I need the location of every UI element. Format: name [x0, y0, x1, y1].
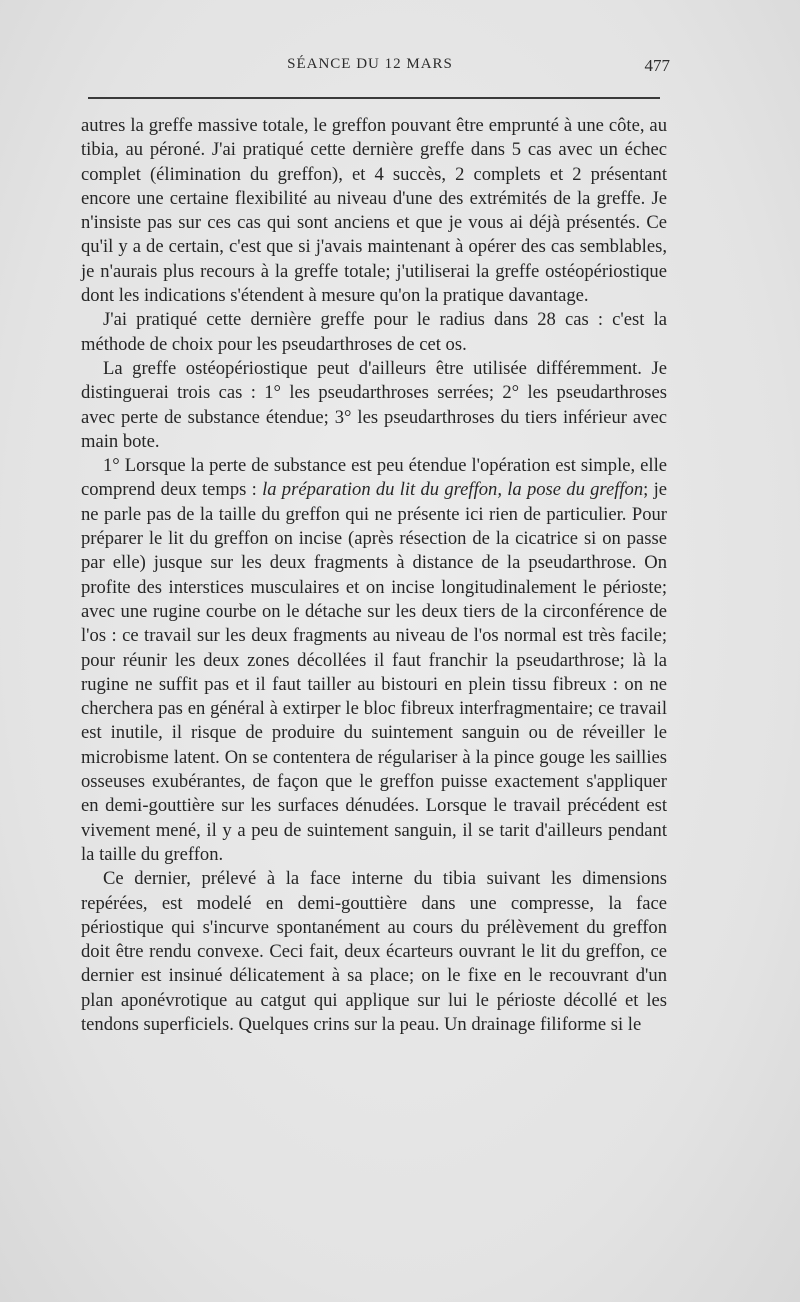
page-number: 477 — [644, 56, 670, 75]
paragraph-text: ; je ne parle pas de la taille du greffon qui ne présente ici rien de particulier. Pour préparer le lit du greffon on incise (après résection de la cicatrice si on passe par elle) jusque sur les deux fragments à distance de la pseudarthrose. On profite des interstices musculaires et on incise longitudinalement le périoste; avec une rugine courbe on le détache sur les deux tiers de la circonférence de l'os : ce travail sur les deux fragments au niveau de l'os normal est très facile; pour réunir les deux zones décollées il faut franchir la pseudarthrose; là la rugine ne suffit pas et il faut tailler au bistouri en plein tissu fibreux : on ne cherchera pas en général à extirper le bloc fibreux interfragmentaire; ce travail est inutile, il risque de produire du suintement sanguin ou de réveiller le microbisme latent. On se contentera de régulariser à la pince gouge les saillies osseuses exubérantes, de façon que le greffon puisse exactement s'appliquer en demi-gouttière sur les surfaces dénudées. Lorsque le travail précédent est vivement mené, il y a peu de suintement sanguin, il se tarit d'ailleurs pendant la taille du greffon. — [81, 479, 667, 865]
paragraph-text: 1° Lorsque la perte de substance est peu étendue l'opération est simple, elle comprend deux temps : — [81, 455, 667, 501]
paragraph-text: J'ai pratiqué cette dernière greffe pour le radius dans 28 cas : c'est la méthode de choix pour les pseudarthroses de cet os. — [81, 309, 667, 355]
paragraph — [81, 114, 667, 308]
paragraph — [81, 357, 667, 454]
paragraph-text: autres la greffe massive totale, le greffon pouvant être emprunté à une côte, au tibia, au péroné. J'ai pratiqué cette dernière greffe dans 5 cas avec un échec complet (élimination du greffon), et 4 succès, 2 complets et 2 présentant encore une certaine flexibilité au niveau d'une des extrémités de la greffe. Je n'insiste pas sur ces cas qui sont anciens et que je vous ai déjà présentés. Ce qu'il y a de certain, c'est que si j'avais maintenant à opérer des cas semblables, je n'aurais plus recours à la greffe totale; j'utiliserai la greffe ostéopériostique dont les indications s'étendent à mesure qu'on la pratique davantage. — [81, 115, 667, 307]
paragraph-text: La greffe ostéopériostique peut d'ailleurs être utilisée différemment. Je distinguerai trois cas : 1° les pseudarthroses serrées; 2° les pseudarthroses avec perte de substance étendue; 3° les pseudarthroses du tiers inférieur avec main bote. — [81, 357, 667, 452]
paragraph — [81, 867, 667, 1037]
italic-phrase: la préparation du lit du greffon, la pose du greffon — [262, 479, 644, 501]
paragraph — [81, 454, 667, 867]
page-header — [0, 56, 800, 86]
paragraph-text: Ce dernier, prélevé à la face interne du tibia suivant les dimensions repérées, est modelé en demi-gouttière dans une compresse, la face périostique qui s'incurve spontanément au cours du prélèvement du greffon doit être rendu convexe. Ceci fait, deux écarteurs ouvrant le lit du greffon, ce dernier est insinué délicatement à sa place; on le fixe en le recouvrant d'un plan aponévrotique au catgut qui applique sur lui le périoste décollé et les tendons superficiels. Quelques crins sur la peau. Un drainage filiforme si le — [81, 868, 667, 1035]
running-head: SÉANCE DU 12 MARS — [287, 56, 453, 72]
paragraph — [81, 308, 667, 357]
header-rule — [88, 97, 660, 99]
body-text — [81, 114, 667, 1037]
